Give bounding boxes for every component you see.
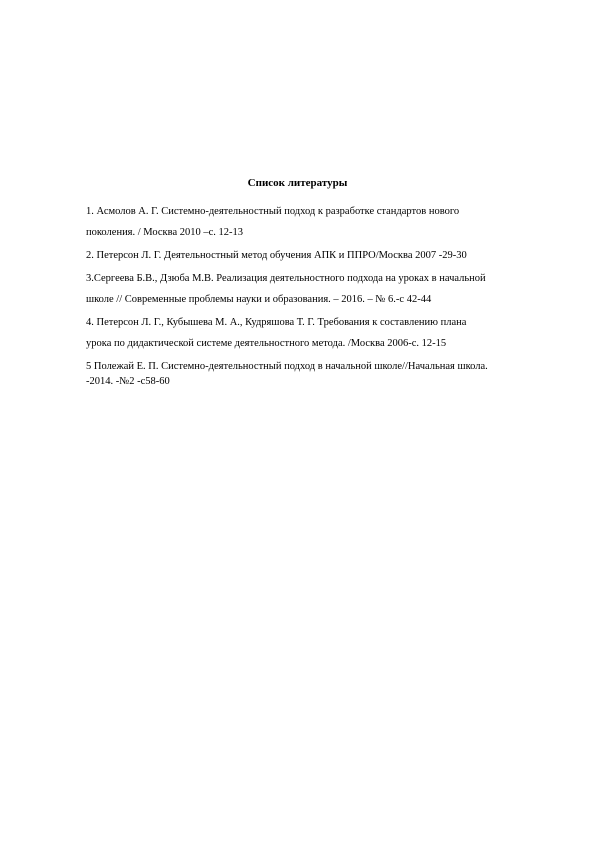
reference-5-line-2: -2014. -№2 -с58-60: [86, 376, 170, 387]
reference-2-line-1: 2. Петерсон Л. Г. Деятельностный метод обучения АПК и ППРО/Москва 2007 -29-30: [86, 250, 467, 261]
reference-3-line-1: 3.Сергеева Б.В., Дзюба М.В. Реализация деятельностного подхода на уроках в начальной: [86, 273, 486, 284]
page-title: Список литературы: [247, 177, 348, 189]
reference-4-line-1: 4. Петерсон Л. Г., Кубышева М. А., Кудряшова Т. Г. Требования к составлению плана: [86, 317, 467, 328]
reference-4-line-2: урока по дидактической системе деятельностного метода. /Москва 2006-с. 12-15: [86, 338, 447, 349]
reference-1-line-1: 1. Асмолов А. Г. Системно-деятельностный подход к разработке стандартов нового: [86, 206, 460, 217]
reference-3-line-2: школе // Современные проблемы науки и образования. – 2016. – № 6.-с 42-44: [86, 294, 432, 305]
reference-1-line-2: поколения. / Москва 2010 –с. 12-13: [86, 227, 244, 238]
reference-5-line-1: 5 Полежай Е. П. Системно-деятельностный подход в начальной школе//Начальная школа.: [86, 361, 488, 372]
